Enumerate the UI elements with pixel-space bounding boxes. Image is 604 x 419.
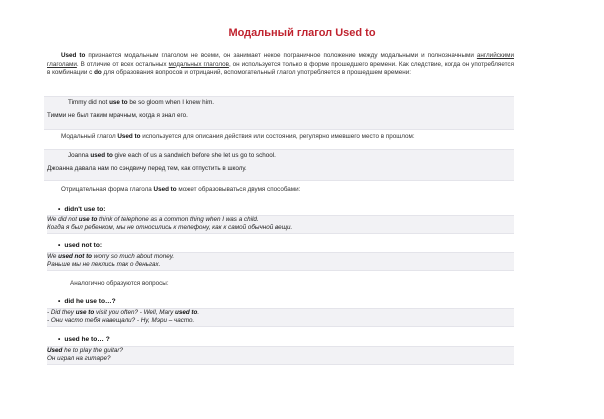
- section1-en-c: think of telephone as a common thing when I was a child.: [97, 216, 259, 223]
- intro-text-1: признается модальным глаголом не всеми, он занимает некое пограничное положение между модальными и полнозначными: [85, 52, 477, 59]
- section2-header-text: used not to:: [64, 242, 103, 249]
- section2-ru: Раньше мы не пеклись так о деньгах.: [47, 261, 161, 268]
- intro-do: do: [94, 69, 102, 77]
- section4-ru: Он играл на гитаре?: [47, 355, 111, 362]
- example-box-1: [44, 96, 514, 130]
- section3-example: [47, 308, 514, 327]
- section1-en-b: use to: [78, 216, 98, 223]
- example2-en: [44, 152, 514, 161]
- section3-header: [58, 298, 116, 305]
- para2-b: Used to: [117, 133, 141, 140]
- intro-paragraph: [47, 52, 514, 78]
- link-english-verbs[interactable]: английскими глаголами: [47, 52, 514, 68]
- section3-en-e: .: [197, 309, 200, 316]
- section2-en-c: worry so much about money.: [92, 253, 175, 260]
- intro-text-4: для образования вопросов и отрицаний, вспомогательный глагол употребляется в прошедшем времени:: [101, 69, 412, 77]
- para3-c: может образовываться двумя способами:: [176, 186, 301, 193]
- section1-en-a: We did not: [47, 216, 79, 223]
- section3-ru: - Они часто тебя навещали? - Ну, Мэри – часто.: [47, 317, 195, 324]
- example2-en-a: Joanna: [68, 152, 91, 159]
- section3-en-c: visit you often? - Well, Mary: [94, 309, 175, 316]
- section3-en-a: - Did they: [47, 309, 76, 316]
- section1-en: [47, 216, 514, 224]
- example2-en-b: used to: [90, 152, 113, 159]
- section4-example: [47, 346, 514, 365]
- example1-en-c: be so gloom when I knew him.: [127, 99, 215, 106]
- section1-header-text: didn't use to:: [64, 206, 106, 213]
- page-title: Модальный глагол Used to: [228, 27, 376, 39]
- bullet-icon: •: [58, 206, 61, 213]
- section3-en-d: used to: [174, 309, 198, 316]
- example1-ru: Тимми не был таким мрачным, когда я знал его.: [47, 111, 188, 119]
- section3-en: [47, 309, 514, 317]
- section4-en: [47, 347, 514, 355]
- section1-header: [58, 206, 105, 213]
- section2-header: [58, 242, 102, 249]
- example1-en-a: Timmy did not: [68, 99, 110, 106]
- section3-en-b: use to: [75, 309, 95, 316]
- paragraph-3: [47, 186, 514, 195]
- section4-header: [58, 336, 110, 343]
- example-box-2: [44, 149, 514, 181]
- paragraph-2: [47, 133, 514, 142]
- example1-en-b: use to: [109, 99, 128, 106]
- bullet-icon: •: [58, 242, 61, 249]
- section2-en: [47, 253, 514, 261]
- section2-en-a: We: [47, 253, 59, 260]
- paragraph-4: Аналогично образуются вопросы:: [70, 280, 169, 287]
- intro-text-2: . В отличие от всех остальных: [76, 60, 169, 68]
- section2-example: [47, 252, 514, 271]
- bullet-icon: •: [58, 298, 61, 305]
- section3-header-text: did he use to…?: [64, 298, 116, 305]
- section4-header-text: used he to… ?: [64, 336, 110, 343]
- para2-a: Модальный глагол: [61, 133, 118, 140]
- example1-en: [44, 99, 514, 108]
- para3-b: Used to: [153, 186, 177, 193]
- section4-en-b: he to play the guitar?: [62, 347, 123, 354]
- para3-a: Отрицательная форма глагола: [61, 186, 154, 193]
- intro-term: Used to: [61, 52, 86, 59]
- para2-c: используется для описания действия или состояния, регулярно имевшего место в прошлом:: [140, 133, 415, 140]
- link-modal-verbs[interactable]: модальных глаголов: [168, 60, 229, 68]
- section1-example: [47, 215, 514, 234]
- example2-en-c: give each of us a sandwich before she let us go to school.: [112, 152, 276, 159]
- section4-en-a: Used: [47, 347, 63, 354]
- example2-ru: Джоанна давала нам по сэндвичу перед тем, как отпустить в школу.: [47, 164, 247, 172]
- bullet-icon: •: [58, 336, 61, 343]
- intro-text-3: , он используется только в форме прошедшего времени. Как следствие, когда он употребляется в комбинации с: [47, 60, 514, 77]
- section2-en-b: used not to: [58, 253, 93, 260]
- section1-ru: Когда я был ребенком, мы не относились к телефону, как к самой обычной вещи.: [47, 224, 293, 231]
